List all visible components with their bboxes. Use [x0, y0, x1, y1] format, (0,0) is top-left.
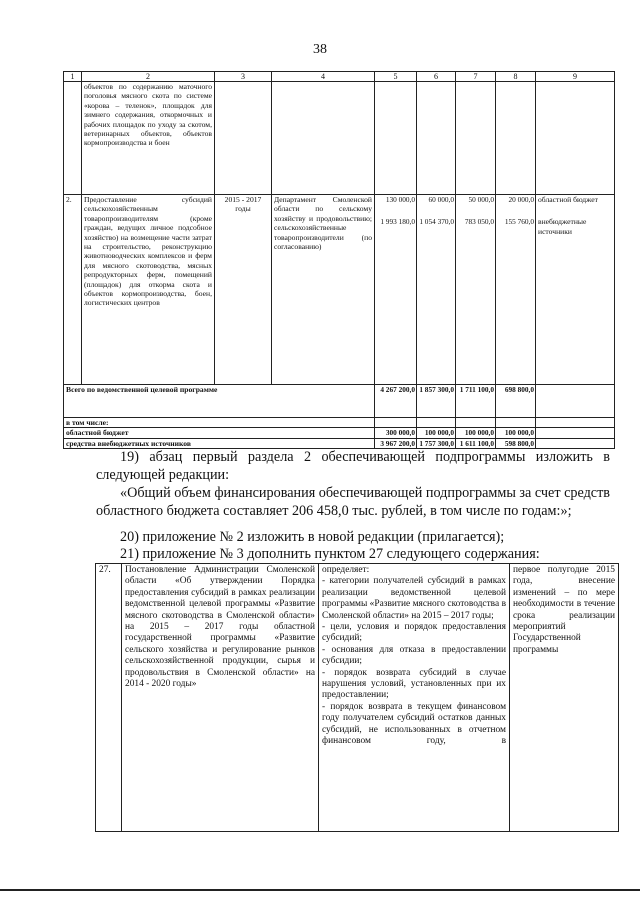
table-row-2 — [64, 195, 615, 385]
content-line: - порядок возврата субсидий в случае нарушения условий, установленных при их предоставлении; — [322, 667, 506, 701]
row2-regional-2015: 60 000,0 — [428, 195, 454, 204]
col-header: 5 — [375, 72, 417, 82]
item-27-content — [319, 564, 510, 832]
row2-extra-total: 1 993 180,0 — [380, 217, 415, 227]
appendix3-item-27-table — [95, 563, 619, 832]
page-number: 38 — [313, 42, 327, 57]
program-funding-table — [63, 71, 615, 449]
extra-value: 598 800,0 — [496, 438, 536, 448]
total-value: 4 267 200,0 — [375, 385, 417, 418]
extra-value: 3 967 200,0 — [375, 438, 417, 448]
row2-regional-total: 130 000,0 — [385, 195, 415, 204]
total-value: 1 857 300,0 — [417, 385, 456, 418]
row-cont-description: объектов по содержанию маточного поголовья мясного скота по системе «корова – теленок», площадок для зимнего содержания, откормочных и рабочих площадок по уходу за скотом, ветеринарных объектов, объектов кормопроизводства и боен — [82, 82, 215, 195]
row2-extra-2017: 155 760,0 — [504, 217, 534, 227]
row2-period: 2015 - 2017 годы — [215, 195, 272, 385]
paragraph-19: 19) абзац первый раздела 2 обеспечивающей подпрограммы изложить в следующей редакции: — [96, 449, 610, 483]
extra-value: 1 757 300,0 — [417, 438, 456, 448]
col-header: 8 — [496, 72, 536, 82]
table-row-continuation — [64, 82, 615, 195]
row2-executor: Департамент Смоленской области по сельскому хозяйству и продовольствию; сельскохозяйственные товаропроизводители (по согласованию) — [272, 195, 375, 385]
including-row — [64, 418, 615, 428]
item-27-number: 27. — [96, 564, 122, 832]
row2-regional-2016: 50 000,0 — [468, 195, 494, 204]
col-header: 7 — [456, 72, 496, 82]
content-line: - порядок возврата в текущем финансовом году получателем субсидий остатков данных субсидий, не использованных в отчетном финансовом году, в — [322, 701, 506, 747]
row2-measure-name: Предоставление субсидий сельскохозяйственным товаропроизводителям (кроме граждан, ведущих личное подсобное хозяйство) на возмещение части затрат на строительство, реконструкцию животноводческих комплексов и ферм для мясного скотоводства, мясных репродукторных ферм, помещений (площадок) для откорма скота и объектов кормопроизводства, боен, логистических центров — [82, 195, 215, 385]
item-27-term: первое полугодие 2015 года, внесение изменений – по мере необходимости в течение срока реализации мероприятий Государственной программы — [510, 564, 619, 832]
extra-budget-row — [64, 438, 615, 448]
total-value: 1 711 100,0 — [456, 385, 496, 418]
col-header: 3 — [215, 72, 272, 82]
item-27-row — [96, 564, 619, 832]
page-bottom-rule — [0, 889, 640, 891]
content-line: определяет: — [322, 565, 370, 575]
regional-value: 100 000,0 — [417, 428, 456, 438]
regional-budget-label: областной бюджет — [64, 428, 375, 438]
row2-extra-2015: 1 054 370,0 — [419, 217, 454, 227]
extra-value: 1 611 100,0 — [456, 438, 496, 448]
paragraph-21: 21) приложение № 3 дополнить пунктом 27 следующего содержания: — [120, 546, 540, 562]
row2-source-extra: внебюджетные источники — [538, 217, 587, 236]
content-line: - основания для отказа в предоставлении субсидии; — [322, 644, 506, 667]
col-header: 4 — [272, 72, 375, 82]
extra-budget-label: средства внебюджетных источников — [64, 438, 375, 448]
regional-value: 300 000,0 — [375, 428, 417, 438]
including-label: в том числе: — [64, 418, 375, 428]
col-header: 9 — [536, 72, 615, 82]
paragraph-20: 20) приложение № 2 изложить в новой редакции (прилагается); — [120, 529, 505, 545]
total-value: 698 800,0 — [496, 385, 536, 418]
row2-extra-2016: 783 050,0 — [464, 217, 494, 227]
total-row — [64, 385, 615, 418]
row2-source-regional: областной бюджет — [538, 195, 598, 204]
regional-value: 100 000,0 — [496, 428, 536, 438]
col-header: 1 — [64, 72, 82, 82]
row2-regional-2017: 20 000,0 — [508, 195, 534, 204]
regional-budget-row — [64, 428, 615, 438]
content-line: - категории получателей субсидий в рамках реализации ведомственной целевой программы «Развитие мясного скотоводства в Смоленской области» на 2015 – 2017 годы; — [322, 576, 506, 621]
col-header: 2 — [82, 72, 215, 82]
col-header: 6 — [417, 72, 456, 82]
regional-value: 100 000,0 — [456, 428, 496, 438]
item-27-act-name: Постановление Администрации Смоленской области «Об утверждении Порядка предоставления субсидий в рамках реализации ведомственной целевой программы «Развитие мясного скотоводства в Смоленской области» на 2015 – 2017 годы областной государственной программы «Развитие сельского хозяйства и регулирование рынков сельскохозяйственной продукции, сырья и продовольствия в Смоленской области» на 2014 - 2020 годы» — [122, 564, 319, 832]
total-label: Всего по ведомственной целевой программе — [64, 385, 375, 418]
row2-number: 2. — [64, 195, 82, 385]
content-line: - цели, условия и порядок предоставления субсидий; — [322, 622, 506, 644]
column-number-row — [64, 72, 615, 82]
paragraph-quote: «Общий объем финансирования обеспечивающей подпрограммы за счет средств областного бюджета составляет 206 458,0 тыс. рублей, в том числе по годам:»; — [96, 485, 610, 519]
